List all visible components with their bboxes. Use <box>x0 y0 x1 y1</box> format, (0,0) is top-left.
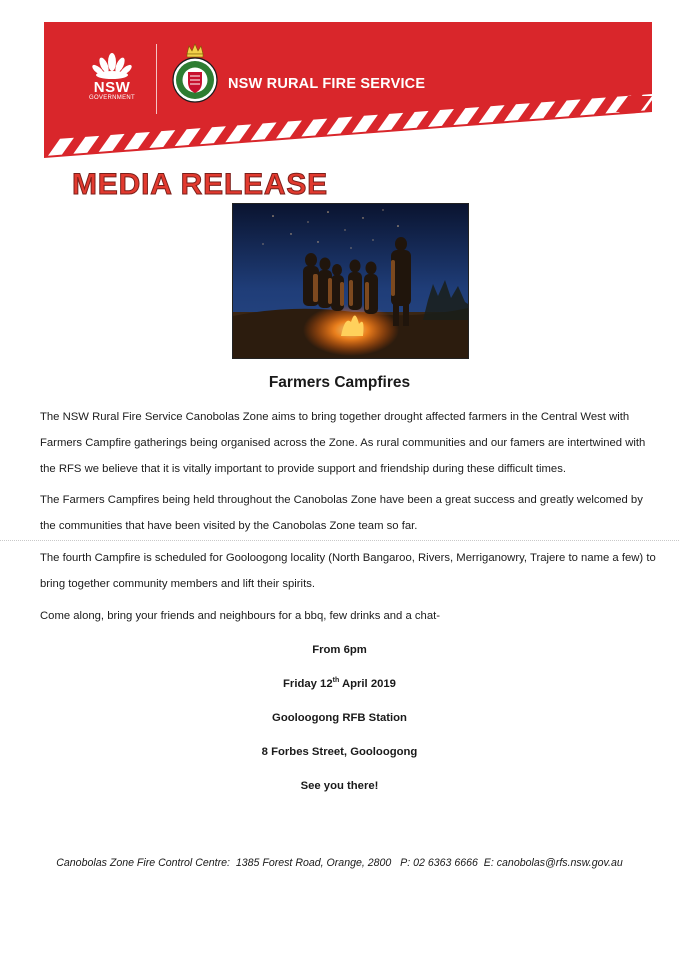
footer-contact: Canobolas Zone Fire Control Centre: 1385 Forest Road, Orange, 2800 P: 02 6363 6666 E: canobolas@rfs.nsw.gov.au <box>56 857 623 869</box>
event-address: 8 Forbes Street, Gooloogong <box>261 746 418 758</box>
event-signoff: See you there! <box>300 780 379 792</box>
event-date <box>0 678 679 690</box>
event-date-rest: April 2019 <box>339 678 396 690</box>
nsw-government-logo <box>86 52 138 112</box>
article-title: Farmers Campfires <box>268 374 411 391</box>
media-release-heading: MEDIA RELEASE <box>72 168 328 201</box>
body-paragraph: The fourth Campfire is scheduled for Gooloogong locality (North Bangaroo, Rivers, Merriganowry, Trajere to name a few) to bring together community members and lift their spirits. <box>40 552 656 590</box>
event-venue: Gooloogong RFB Station <box>272 712 407 724</box>
scan-fold-line <box>0 540 679 541</box>
government-wordmark: GOVERNMENT <box>88 95 135 101</box>
body-paragraph: The NSW Rural Fire Service Canobolas Zone aims to bring together drought affected farmers in the Central West with Farmers Campfire gatherings being organised across the Zone. As rural communities and our famers are intertwined with the RFS we believe that it is vitally important to provide support and friendship during these difficult times. <box>40 411 646 475</box>
event-time: From 6pm <box>312 644 367 656</box>
body-paragraph: Come along, bring your friends and neighbours for a bbq, few drinks and a chat- <box>40 610 441 622</box>
body-paragraph: The Farmers Campfires being held throughout the Canobolas Zone have been a great success and greatly welcomed by the communities that have been visited by the Canobolas Zone team so far. <box>40 494 643 532</box>
rfs-emblem-icon <box>170 42 220 112</box>
event-date-day: Friday 12 <box>283 678 333 690</box>
waratah-icon <box>92 52 132 80</box>
organisation-name: NSW RURAL FIRE SERVICE <box>228 76 426 92</box>
event-date-suffix: th <box>332 677 340 685</box>
nsw-wordmark: NSW <box>93 79 131 96</box>
logo-divider <box>156 44 157 114</box>
campfire-photo <box>232 203 469 359</box>
